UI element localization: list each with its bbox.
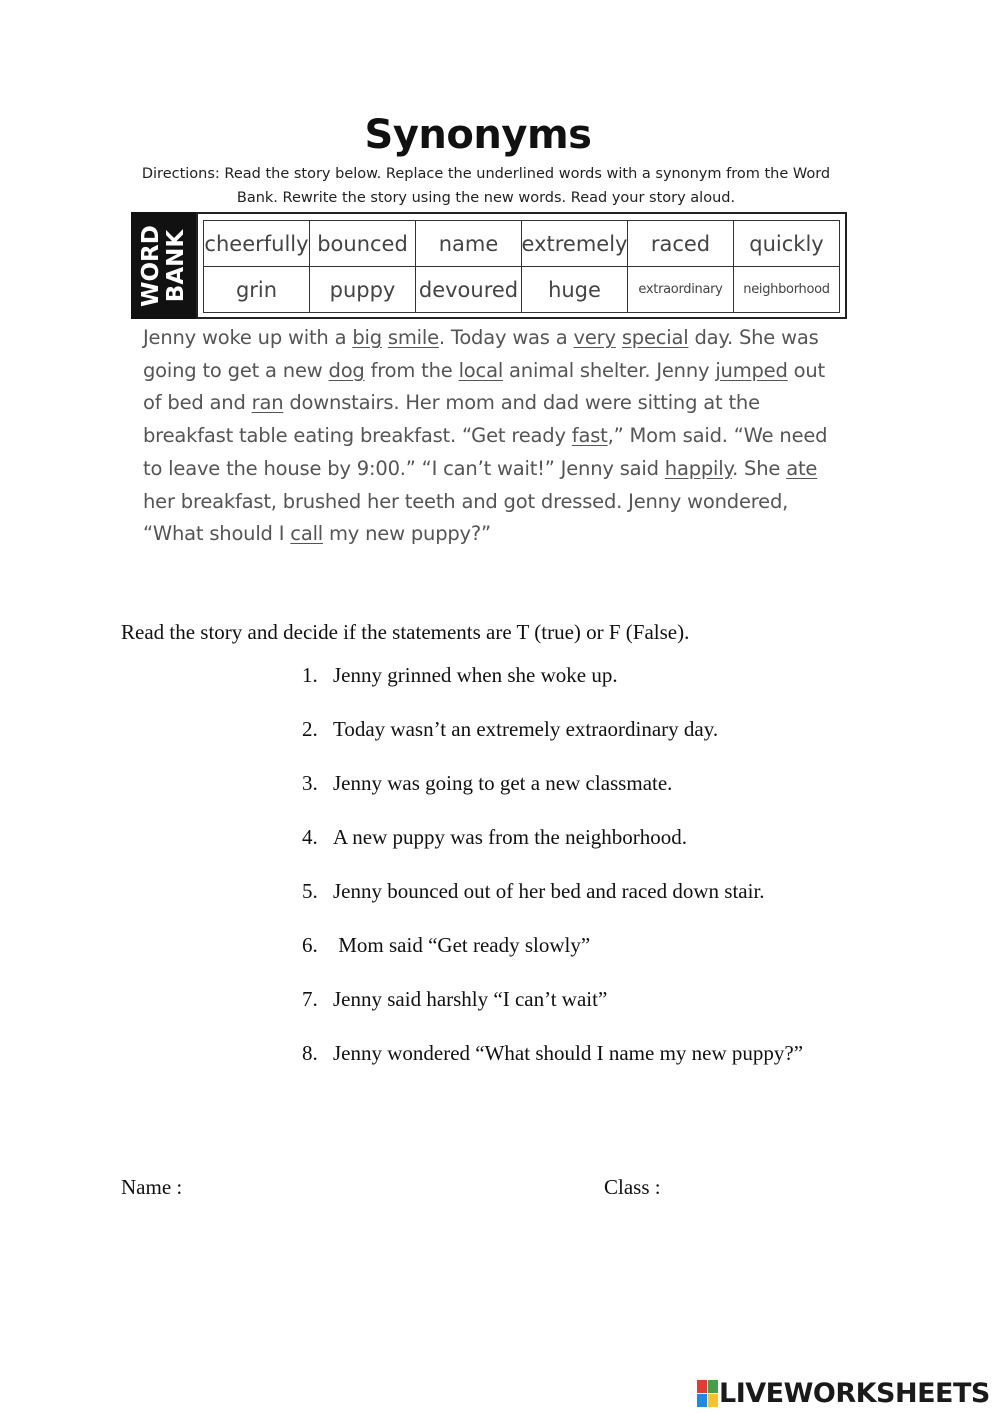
underlined-word: ate bbox=[786, 456, 818, 480]
story-text: ,” Mom said. “We need to leave the house by 9:00.” “I can’t wait!” Jenny said bbox=[143, 424, 828, 480]
story-text: Jenny woke up with a bbox=[143, 326, 353, 349]
story-text: her breakfast, brushed her teeth and got dressed. Jenny wondered, “What should I bbox=[143, 489, 789, 546]
underlined-word: happily bbox=[664, 456, 733, 480]
statement-number: 5. bbox=[302, 879, 318, 903]
statement-text: Today wasn’t an extremely extraordinary day. bbox=[333, 717, 719, 741]
logo-icon bbox=[697, 1380, 717, 1406]
statement-number: 2. bbox=[302, 717, 318, 741]
statement-item bbox=[302, 714, 803, 768]
statement-number: 4. bbox=[302, 825, 318, 849]
statement-item bbox=[302, 660, 803, 714]
statement-list bbox=[302, 660, 803, 1092]
statement-text: Jenny grinned when she woke up. bbox=[333, 663, 618, 687]
logo-text: LIVEWORKSHEETS bbox=[719, 1377, 990, 1409]
statement-item bbox=[302, 822, 803, 876]
underlined-word: very bbox=[573, 326, 616, 349]
logo-icon-square bbox=[697, 1380, 707, 1393]
name-label: Name : bbox=[121, 1175, 183, 1199]
underlined-word: call bbox=[290, 522, 324, 546]
word-bank-cell: name bbox=[416, 221, 522, 267]
statement-text: Jenny was going to get a new classmate. bbox=[333, 771, 673, 795]
statement-text: Jenny said harshly “I can’t wait” bbox=[333, 987, 608, 1011]
statement-item bbox=[302, 930, 803, 984]
story-text: my new puppy?” bbox=[323, 522, 491, 546]
underlined-word: jumped bbox=[715, 358, 788, 382]
page-title: Synonyms bbox=[364, 112, 592, 158]
story-text: downstairs. Her mom and dad were sitting at the breakfast table eating breakfast. “Get ready bbox=[143, 391, 760, 448]
statement-text: A new puppy was from the neighborhood. bbox=[333, 825, 688, 849]
word-bank-cell: puppy bbox=[310, 267, 416, 313]
statement-item bbox=[302, 1038, 803, 1092]
story-text: . Today was a bbox=[438, 326, 574, 349]
underlined-word: big bbox=[352, 326, 382, 349]
statement-number: 7. bbox=[302, 987, 318, 1011]
underlined-word: smile bbox=[387, 326, 439, 349]
class-label: Class : bbox=[604, 1175, 661, 1199]
underlined-word: dog bbox=[328, 358, 365, 382]
story-text: day. She was going to get a new bbox=[143, 326, 819, 382]
word-bank-cell: bounced bbox=[310, 221, 416, 267]
word-bank-cell: extremely bbox=[522, 221, 628, 267]
statement-item bbox=[302, 984, 803, 1038]
statement-number: 6. bbox=[302, 933, 318, 957]
statement-text: Mom said “Get ready slowly” bbox=[333, 933, 591, 957]
underlined-word: ran bbox=[251, 391, 284, 415]
instruction-text: Read the story and decide if the statements are T (true) or F (False). bbox=[121, 620, 690, 644]
underlined-word: local bbox=[458, 358, 504, 382]
statement-item bbox=[302, 768, 803, 822]
directions-text: Directions: Read the story below. Replace the underlined words with a synonym from the Word Bank. Rewrite the story using the new words. Read your story aloud. bbox=[141, 166, 831, 206]
story-text: animal shelter. Jenny bbox=[503, 358, 716, 382]
word-bank-cell: extraordinary bbox=[628, 267, 734, 313]
story-paragraph bbox=[143, 322, 843, 551]
logo-icon-square bbox=[708, 1394, 718, 1407]
word-bank-cell: neighborhood bbox=[734, 267, 840, 313]
word-bank-cell: devoured bbox=[416, 267, 522, 313]
logo-icon-square bbox=[708, 1380, 718, 1393]
word-bank-label bbox=[131, 212, 197, 319]
underlined-word: fast bbox=[571, 424, 608, 448]
word-bank-cell: raced bbox=[628, 221, 734, 267]
word-bank-grid bbox=[203, 220, 840, 313]
underlined-word: special bbox=[621, 326, 689, 349]
word-bank-cell: huge bbox=[522, 267, 628, 313]
story-text: out of bed and bbox=[143, 358, 825, 415]
story-text: . She bbox=[732, 456, 787, 480]
word-bank-cell: quickly bbox=[734, 221, 840, 267]
word-bank-cell: grin bbox=[204, 267, 310, 313]
statement-number: 8. bbox=[302, 1041, 318, 1065]
logo-icon-square bbox=[697, 1394, 707, 1407]
statement-number: 1. bbox=[302, 663, 318, 687]
liveworksheets-logo bbox=[697, 1376, 990, 1410]
statement-text: Jenny bounced out of her bed and raced down stair. bbox=[333, 879, 765, 903]
word-bank-label-line2: BANK bbox=[163, 229, 190, 302]
statement-text: Jenny wondered “What should I name my new puppy?” bbox=[333, 1041, 804, 1065]
word-bank-cell: cheerfully bbox=[204, 221, 310, 267]
statement-number: 3. bbox=[302, 771, 318, 795]
word-bank-label-line1: WORD bbox=[138, 224, 165, 307]
statement-item bbox=[302, 876, 803, 930]
story-text: from the bbox=[364, 358, 459, 382]
